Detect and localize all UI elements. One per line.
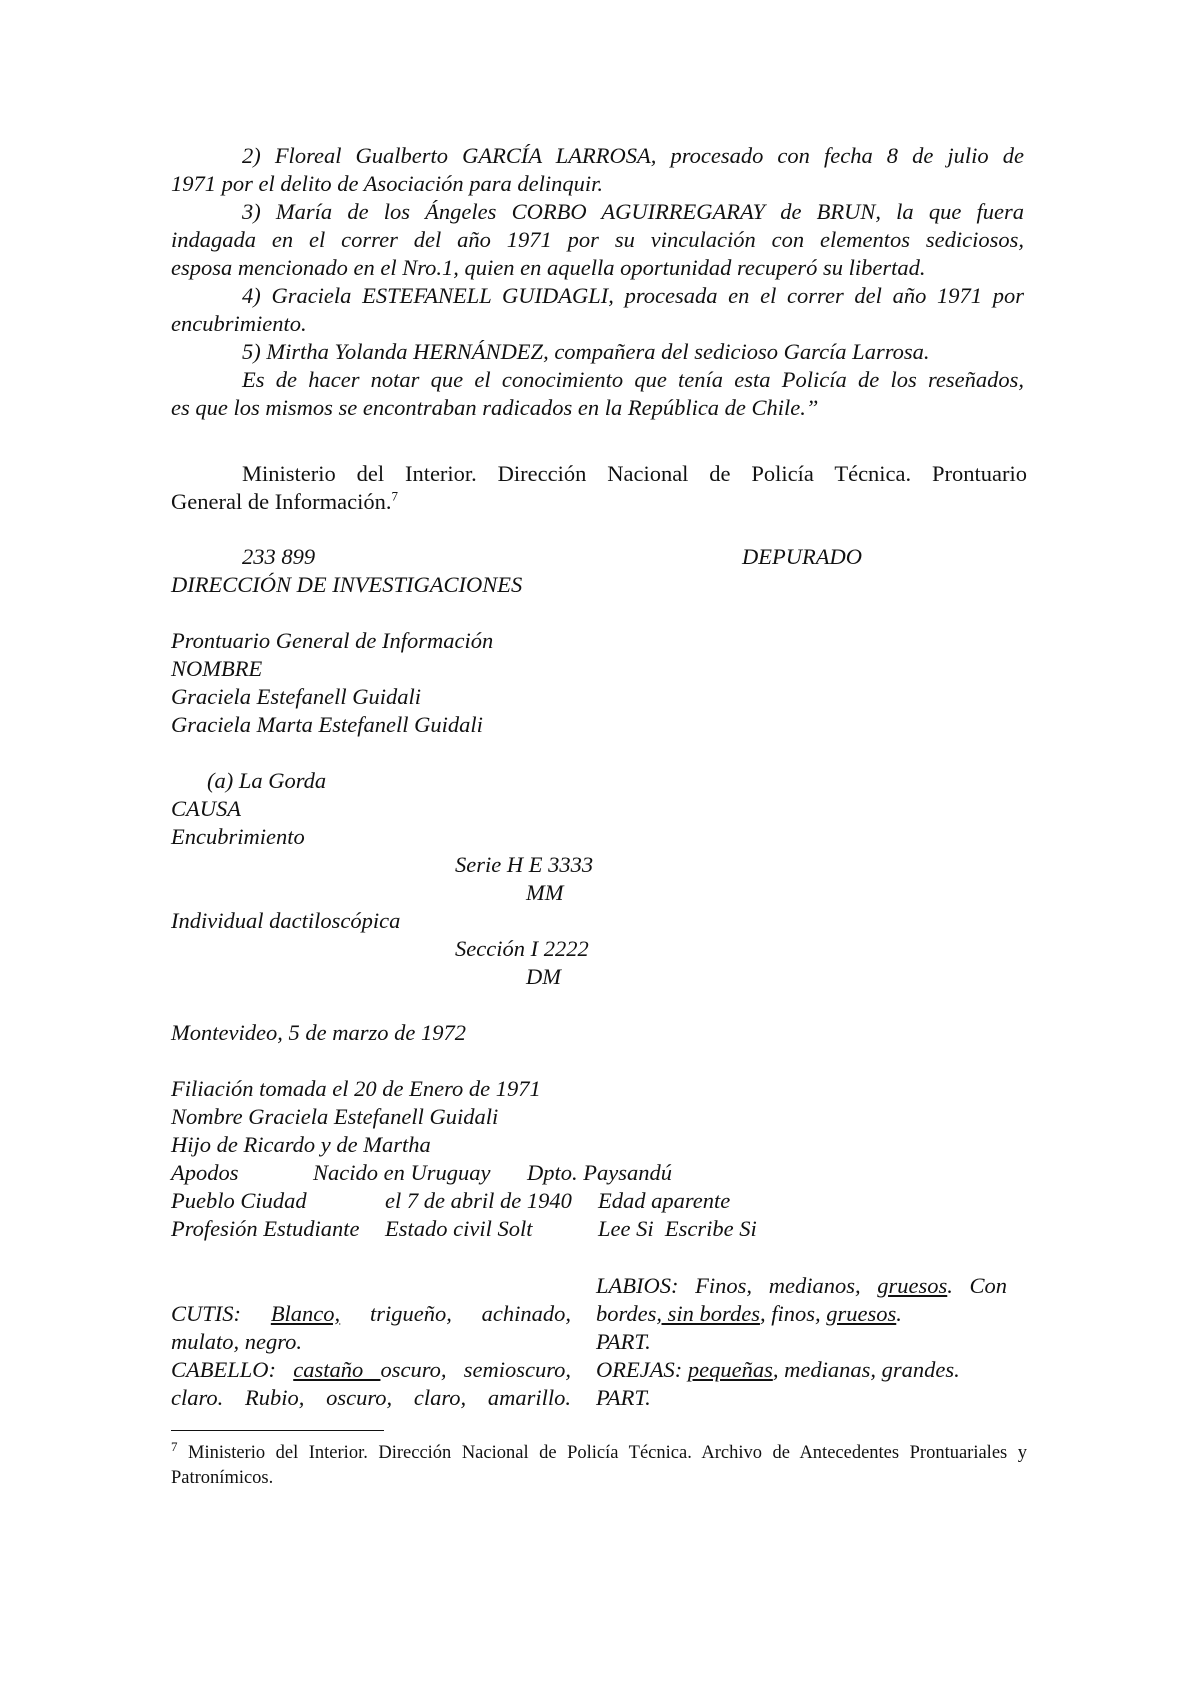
dpto: Dpto. Paysandú <box>527 1160 672 1185</box>
record-status: DEPURADO <box>742 544 862 569</box>
quote-item-2-line2: 1971 por el delito de Asociación para delinquir. <box>171 171 604 196</box>
nombre-line: Nombre Graciela Estefanell Guidali <box>171 1104 499 1129</box>
labios-finos-2: , finos, <box>759 1301 827 1326</box>
source-line2 <box>171 488 398 516</box>
footnote-text: Ministerio del Interior. Dirección Nacional de Policía Técnica. Archivo de Antecedentes Prontuariales y <box>188 1443 1028 1463</box>
cabello-line1 <box>171 1356 571 1384</box>
cabello-castano-underlined: castaño <box>293 1357 381 1382</box>
cabello-claro: claro. <box>171 1385 224 1410</box>
labios-period: . <box>947 1273 953 1298</box>
nombre-label: NOMBRE <box>171 656 263 681</box>
footnote-reference: 7 <box>391 488 399 504</box>
cabello-oscuro: oscuro, <box>326 1385 393 1410</box>
cabello-rubio: Rubio, <box>245 1385 305 1410</box>
footnote-line2: Patronímicos. <box>171 1468 274 1488</box>
alias: (a) La Gorda <box>207 768 327 793</box>
record-title: Prontuario General de Información <box>171 628 494 653</box>
name-1: Graciela Estefanell Guidali <box>171 684 421 709</box>
labios-gruesos-underlined: gruesos <box>877 1273 948 1298</box>
seccion-code: DM <box>526 964 561 989</box>
source-line2-text: General de Información. <box>171 489 392 514</box>
labios-part: PART. <box>596 1329 651 1354</box>
cabello-amarillo: amarillo. <box>487 1385 572 1410</box>
serie-code: MM <box>526 880 564 905</box>
apodos: Apodos <box>171 1160 239 1185</box>
cutis-achinado: achinado, <box>481 1301 572 1326</box>
record-number: 233 899 <box>242 544 316 569</box>
quote-item-4-line2: encubrimiento. <box>171 311 307 336</box>
quote-item-3-line3: esposa mencionado en el Nro.1, quien en aquella oportunidad recuperó su libertad. <box>171 255 926 280</box>
filiacion: Filiación tomada el 20 de Enero de 1971 <box>171 1076 541 1101</box>
labios-bordes: bordes <box>596 1301 657 1326</box>
orejas-pequenas-underlined: pequeñas <box>687 1357 773 1382</box>
quote-closing-line1: Es de hacer notar que el conocimiento que tenía esta Policía de los reseñados, <box>242 367 1024 392</box>
labios-sin-bordes-underlined: , sin bordes <box>656 1301 760 1326</box>
nacido: Nacido en Uruguay <box>313 1160 491 1185</box>
labios-gruesos-2-underlined: gruesos <box>826 1301 897 1326</box>
dactiloscopica: Individual dactiloscópica <box>171 908 401 933</box>
date-place: Montevideo, 5 de marzo de 1972 <box>171 1020 466 1045</box>
profesion: Profesión Estudiante <box>171 1216 360 1241</box>
footnote-separator <box>171 1430 384 1431</box>
cutis-line2: mulato, negro. <box>171 1329 303 1354</box>
labios-period-2: . <box>896 1301 902 1326</box>
causa-label: CAUSA <box>171 796 241 821</box>
cabello-line2 <box>171 1384 571 1412</box>
causa-value: Encubrimiento <box>171 824 305 849</box>
labios-medianos: medianos, <box>768 1273 861 1298</box>
labios-line2 <box>596 1300 1007 1328</box>
footnote-line1 <box>171 1438 1028 1466</box>
cutis-trigueno: trigueño, <box>369 1301 452 1326</box>
labios-label: LABIOS: <box>596 1273 679 1298</box>
orejas-part: PART. <box>596 1385 651 1410</box>
source-line1: Ministerio del Interior. Dirección Nacional de Policía Técnica. Prontuario <box>242 461 1027 486</box>
estado-civil: Estado civil Solt <box>385 1216 533 1241</box>
orejas-line <box>596 1356 960 1384</box>
quote-item-5-line1: 5) Mirtha Yolanda HERNÁNDEZ, compañera del sedicioso García Larrosa. <box>242 339 930 364</box>
name-2: Graciela Marta Estefanell Guidali <box>171 712 483 737</box>
cutis-line1 <box>171 1300 571 1328</box>
edad: Edad aparente <box>598 1188 731 1213</box>
cutis-blanco-underlined: Blanco, <box>270 1301 341 1326</box>
serie: Serie H E 3333 <box>455 852 594 877</box>
fecha-nacimiento: el 7 de abril de 1940 <box>385 1188 572 1213</box>
lee-escribe: Lee Si Escribe Si <box>598 1216 757 1241</box>
seccion: Sección I 2222 <box>455 936 589 961</box>
quote-item-4-line1: 4) Graciela ESTEFANELL GUIDAGLI, procesada en el correr del año 1971 por <box>242 283 1024 308</box>
quote-item-3-line1: 3) María de los Ángeles CORBO AGUIRREGARAY de BRUN, la que fuera <box>242 199 1024 224</box>
quote-closing-line2: es que los mismos se encontraban radicados en la República de Chile.” <box>171 395 819 420</box>
cabello-oscuro-semioscuro: oscuro, semioscuro, <box>380 1357 571 1382</box>
pueblo: Pueblo Ciudad <box>171 1188 307 1213</box>
hijo-line: Hijo de Ricardo y de Martha <box>171 1132 431 1157</box>
cabello-claro-2: claro, <box>413 1385 467 1410</box>
cabello-label: CABELLO: <box>171 1357 277 1382</box>
footnote-number: 7 <box>171 1438 178 1454</box>
quote-item-3-line2: indagada en el correr del año 1971 por su vinculación con elementos sediciosos, <box>171 227 1024 252</box>
labios-finos: Finos, <box>695 1273 753 1298</box>
orejas-rest: , medianas, grandes. <box>772 1357 960 1382</box>
quote-item-2-line1: 2) Floreal Gualberto GARCÍA LARROSA, procesado con fecha 8 de julio de <box>242 143 1024 168</box>
cutis-label: CUTIS: <box>171 1301 242 1326</box>
orejas-label: OREJAS: <box>596 1357 688 1382</box>
labios-line1 <box>596 1272 1007 1300</box>
labios-con: Con <box>969 1273 1008 1298</box>
record-office: DIRECCIÓN DE INVESTIGACIONES <box>171 572 523 597</box>
